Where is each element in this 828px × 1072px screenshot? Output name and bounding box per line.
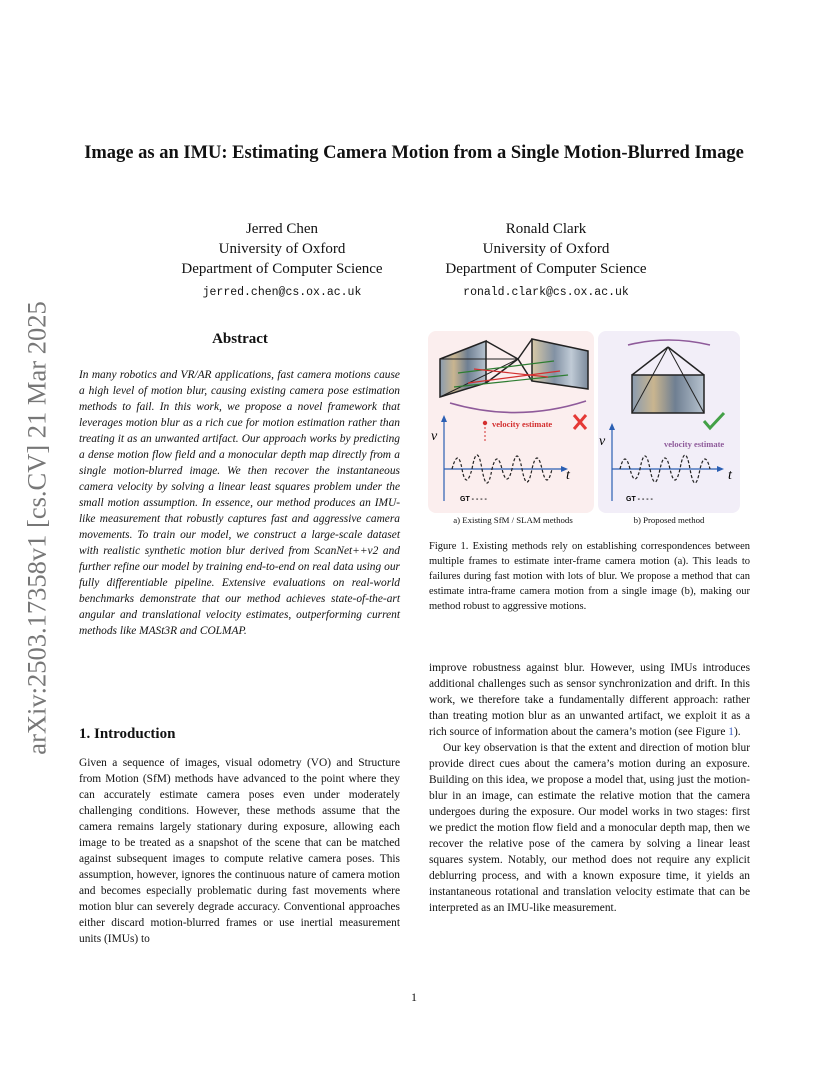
author-block-2 xyxy=(396,219,696,303)
arxiv-stamp xyxy=(14,288,60,768)
panel-b-label: b) Proposed method xyxy=(633,515,705,525)
axis-t-label-b: t xyxy=(728,468,732,483)
author-affiliation: University of Oxford xyxy=(482,241,610,257)
author-name: Jerred Chen xyxy=(245,221,319,237)
figure-1-graphic xyxy=(428,331,740,531)
axis-v-label-b: v xyxy=(599,434,606,449)
velocity-estimate-label-a: velocity estimate xyxy=(492,419,553,429)
author-email: ronald.clark@cs.ox.ac.uk xyxy=(463,286,629,299)
author-affiliation: University of Oxford xyxy=(218,241,346,257)
velocity-estimate-dot xyxy=(483,421,487,425)
section-heading: 1. Introduction xyxy=(79,726,176,742)
author-email: jerred.chen@cs.ox.ac.uk xyxy=(202,286,362,299)
paragraph-text-end: ). xyxy=(733,726,741,738)
intro-paragraph: Given a sequence of images, visual odometry (VO) and Structure from Motion (SfM) methods have advanced to the point where they can accurately estimate camera poses even under moderately challenging conditions. However, these methods assume that the camera remains largely stationary during exposure, allowing each image to be treated as a snapshot of the scene that can be matched against subsequent images to compute relative camera poses. This assumption, however, ignores the continuous nature of camera motion and becomes especially problematic during fast movements where motion blur can severely degrade accuracy. Conventional approaches either discard motion-blurred frames or use inertial measurement units (IMUs) to xyxy=(79,757,400,945)
paragraph: Our key observation is that the extent and direction of motion blur provide direct cues about the camera’s motion during an exposure. Building on this idea, we propose a model that, using just the motion-blur in an image, can estimate the relative motion that the camera undergoes during the exposure. Our model works in two stages: first we predict the motion flow field and a monocular depth map, then we recover the relative pose of the camera by solving a linear least squares system. Notably, our method does not require any explicit deblurring process, and with a known exposure time, it yields an instantaneous rotational and translation velocity estimate that can be interpreted as an IMU-like measurement. xyxy=(429,742,750,914)
gt-label-b: GT - - - - xyxy=(626,496,653,503)
paragraph-text: improve robustness against blur. However, using IMUs introduces additional challenges such as sensor synchronization and drift. In this work, we therefore take a fundamentally different approach: rather than treating motion blur as an unwanted artifact, we exploit it as a rich source of information about the camera’s motion (see Figure xyxy=(429,662,750,738)
paper-title: Image as an IMU: Estimating Camera Motion from a Single Motion-Blurred Image xyxy=(84,143,744,163)
figure-reference-link[interactable]: 1 xyxy=(728,726,734,738)
abstract-text: In many robotics and VR/AR applications, fast camera motions cause a high level of motion blur, causing existing camera pose estimation methods to fail. In this work, we propose a novel framework that leverages motion blur as a rich cue for motion estimation rather than treating it as an unwanted artifact. Our approach works by predicting a dense motion flow field and a monocular depth map directly from a single motion-blurred image. We then recover the instantaneous camera velocity by solving a linear least squares problem under the small motion assumption. In essence, our method produces an IMU-like measurement that robustly captures fast and aggressive camera movements. To train our model, we construct a large-scale dataset with realistic synthetic motion blur derived from ScanNet++v2 and further refine our model by training end-to-end on real data using our fully differentiable pipeline. Extensive evaluations on real-world benchmarks demonstrate that our method achieves state-of-the-art angular and translational velocity estimates, outperforming current methods like MASt3R and COLMAP. xyxy=(79,369,400,637)
axis-t-label-a: t xyxy=(566,468,570,483)
arxiv-id: arXiv:2503.17358v1 [cs.CV] 21 Mar 2025 xyxy=(21,301,52,755)
axis-v-label-a: v xyxy=(431,429,438,444)
panel-a-label: a) Existing SfM / SLAM methods xyxy=(453,515,573,525)
paragraph xyxy=(429,660,750,740)
abstract-heading: Abstract xyxy=(212,331,268,347)
velocity-estimate-label-b: velocity estimate xyxy=(664,439,725,449)
figure-1 xyxy=(428,331,740,531)
author-block-1 xyxy=(132,219,432,303)
gt-label-a: GT - - - - xyxy=(460,496,487,503)
right-column-text xyxy=(429,660,750,916)
panel-b-background xyxy=(598,331,740,513)
figure-caption: Figure 1. Existing methods rely on establishing correspondences between multiple frames to estimate inter-frame camera motion (a). This leads to failures during fast motion with lots of blur. We propose a method that can estimate intra-frame camera motion from a single image (b), making our method robust to aggressive motions. xyxy=(429,541,750,612)
author-department: Department of Computer Science xyxy=(181,261,383,277)
page-number: 1 xyxy=(411,990,417,1004)
author-name: Ronald Clark xyxy=(505,221,587,237)
author-department: Department of Computer Science xyxy=(445,261,647,277)
